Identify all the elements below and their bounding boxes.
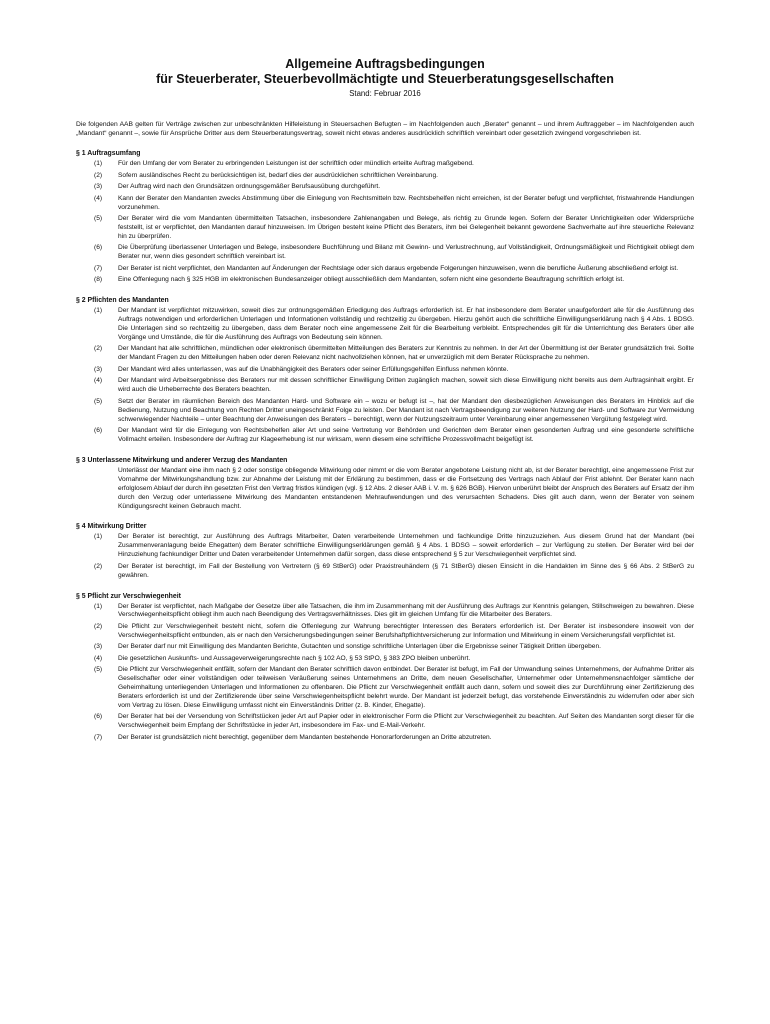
clause-item — [76, 377, 694, 395]
clause-text: Der Berater ist nicht verpflichtet, den Mandanten auf Änderungen der Rechtslage oder sich daraus ergebende Folgerungen hinzuweisen, wenn die berufliche Äußerung abschließend erfolgt ist. — [118, 264, 679, 272]
intro-paragraph: Die folgenden AAB gelten für Verträge zwischen zur unbeschränkten Hilfeleistung in Steuersachen Befugten – im Nachfolgenden auch „Berater“ genannt – und ihrem Auftraggeber – im Nachfolgenden auch „Mandant“ genannt –, sowie für Ansprüche Dritter aus dem Steuerberatungsvertrag, soweit nicht etwas anderes ausdrücklich schriftlich vereinbart oder gesetzlich zwingend vorgeschrieben ist. — [76, 121, 694, 138]
section-paragraph: Unterlässt der Mandant eine ihm nach § 2 oder sonstige obliegende Mitwirkung oder nimmt er die vom Berater angebotene Leistung nicht ab, ist der Berater berechtigt, eine angemessene Frist zur Vornahme der Mitwirkungshandlung bzw. zur Abnahme der Leistung mit der Erklärung zu bestimmen, dass er die Fortsetzung des Vertrags nach Ablauf der Frist ablehnt. Der Berater kann nach erfolglosem Ablauf der durch ihn gesetzten Frist den Vertrag fristlos kündigen (vgl. § 12 Abs. 2 dieser AAB i. V. m. § 626 BGB). Hiervon unberührt bleibt der Anspruch des Beraters auf Ersatz der ihm durch den Verzug oder unterlassene Mitwirkung des Mandanten entstandenen Mehraufwendungen und des verursachten Schadens. Dies gilt auch dann, wenn der Berater von seinem Kündigungsrecht keinen Gebrauch macht. — [118, 466, 694, 510]
clause-item — [76, 623, 694, 641]
clause-number: (6) — [94, 244, 103, 252]
section — [76, 593, 694, 743]
document-title-line2: für Steuerberater, Steuerbevollmächtigte und Steuerberatungsgesellschaften — [156, 72, 614, 86]
clause-number: (1) — [94, 160, 103, 168]
clause-item — [76, 244, 694, 262]
document-title-line1: Allgemeine Auftragsbedingungen — [285, 57, 485, 71]
clause-number: (4) — [94, 377, 103, 385]
clause-text: Der Mandant hat alle schriftlichen, mündlichen oder elektronisch übermittelten Mitteilungen des Beraters zur Kenntnis zu nehmen. In der Art der Übermittlung ist der Berater grundsätzlich frei. Sollte der Mandant Fragen zu den Mitteilungen haben oder deren Relevanz nicht nachvollziehen können, hat er unverzüglich mit dem Berater Rücksprache zu nehmen. — [118, 345, 694, 362]
clause-number: (1) — [94, 602, 103, 610]
clause-item — [76, 345, 694, 363]
clause-text: Der Mandant ist verpflichtet mitzuwirken, soweit dies zur ordnungsgemäßen Erledigung des Auftrags erforderlich ist. Er hat insbesondere dem Berater unaufgefordert alle für die Ausführung des Auftrags notwendigen und erforderlichen Unterlagen und Informationen vollständig und rechtzeitig zu übergeben. Hierzu gehört auch die schriftliche Einwilligungserklärung nach § 4 Abs. 1 BDSG. Die Unterlagen sind so rechtzeitig zu übergeben, dass dem Berater noch eine angemessene Zeit für die Bearbeitung verbleibt. Entsprechendes gilt für die Unterrichtung des Beraters über alle Vorgänge und Umstände, die für die Ausführung des Auftrags von Bedeutung sein können. — [118, 307, 694, 341]
clause-text: Der Berater ist berechtigt, im Fall der Bestellung von Vertretern (§ 69 StBerG) oder Praxistreuhändern (§ 71 StBerG) diesen Einsicht in die Handakten im Sinne des § 66 Abs. 2 StBerG zu gewähren. — [118, 562, 694, 579]
clause-text: Der Berater ist grundsätzlich nicht berechtigt, gegenüber dem Mandanten bestehende Honorarforderungen an Dritte abzutreten. — [118, 733, 492, 741]
clause-text: Der Berater hat bei der Versendung von Schriftstücken jeder Art auf Papier oder in elektronischer Form die Pflicht zur Verschwiegenheit zu beachten. Auf Seiten des Mandanten sorgt dieser für die Verschwiegenheit beim Empfang der Schriftstücke in jeder Art, insbesondere im Fax- und E-Mail-Verkehr. — [118, 713, 694, 730]
document-page — [76, 57, 694, 745]
clause-item — [76, 307, 694, 343]
clause-number: (4) — [94, 654, 103, 662]
section — [76, 297, 694, 445]
clause-number: (6) — [94, 713, 103, 721]
clause-number: (1) — [94, 307, 103, 315]
clause-item — [76, 666, 694, 711]
clause-item — [76, 183, 694, 192]
clause-number: (3) — [94, 643, 103, 651]
clause-number: (1) — [94, 533, 103, 541]
clause-number: (2) — [94, 562, 103, 570]
clause-item — [76, 265, 694, 274]
clause-item — [76, 172, 694, 181]
clause-text: Kann der Berater den Mandanten zwecks Abstimmung über die Einlegung von Rechtsmitteln bzw. Rechtsbehelfen nicht erreichen, ist der Berater befugt und verpflichtet, fristwahrende Handlungen vorzunehmen. — [118, 194, 694, 211]
clause-item — [76, 276, 694, 285]
section-title: § 1 Auftragsumfang — [76, 150, 141, 158]
clause-number: (7) — [94, 733, 103, 741]
clause-item — [76, 215, 694, 242]
clause-text: Der Mandant wird für die Einlegung von Rechtsbehelfen aller Art und seine Vertretung vor Behörden und Gerichten dem Berater einen gesonderten Auftrag und eine gesonderte schriftliche Vollmacht erteilen. Insbesondere der Auftrag zur Klageerhebung ist nur wirksam, wenn diesem eine schriftliche Prozessvollmacht beigefügt ist. — [118, 427, 694, 443]
clause-number: (3) — [94, 365, 103, 373]
clause-item — [76, 603, 694, 621]
clause-item — [76, 427, 694, 445]
clause-text: Der Mandant wird Arbeitsergebnisse des Beraters nur mit dessen schriftlicher Einwilligung Dritten zugänglich machen, soweit sich diese Einwilligung nicht bereits aus dem Auftragsinhalt ergibt. Er wird auch die Urheberrechte des Beraters beachten. — [118, 377, 694, 394]
clause-text: Setzt der Berater im räumlichen Bereich des Mandanten Hard- und Software ein – wozu er befugt ist –, hat der Mandant den diesbezüglichen Anweisungen des Beraters im Hinblick auf die Bedienung, Nutzung und Beachtung von Rechten Dritter uneingeschränkt Folge zu leisten. Der Mandant ist nach Vertragsbeendigung zur weiteren Nutzung der Hard- und Software zur Vermeidung schwerwiegender Nachteile – unter Beachtung der Anweisungen des Beraters – berechtigt, wenn der Nutzungszeitraum unter Vereinbarung einer angemessenen Vergütung festgelegt wird. — [118, 397, 694, 423]
clause-text: Für den Umfang der vom Berater zu erbringenden Leistungen ist der schriftlich oder mündlich erteilte Auftrag maßgebend. — [118, 160, 474, 168]
clause-number: (7) — [94, 264, 103, 272]
clause-text: Eine Offenlegung nach § 325 HGB im elektronischen Bundesanzeiger obliegt ausschließlich dem Mandanten, sofern nicht eine gesonderte Beauftragung schriftlich erfolgt ist. — [118, 276, 625, 284]
section — [76, 150, 694, 285]
section-items — [76, 160, 694, 285]
document-date: Stand: Februar 2016 — [349, 89, 421, 98]
clause-item — [76, 734, 694, 743]
clause-text: Der Berater ist berechtigt, zur Ausführung des Auftrags Mitarbeiter, Daten verarbeitende Unternehmen und fachkundige Dritte hinzuzuziehen. Aus diesem Grund hat der Mandant (bei Zusammenveranlagung beide Ehegatten) dem Berater schriftliche Einwilligungserklärungen gemäß § 4 Abs. 1 BDSG – soweit erforderlich – zur Verfügung zu stellen. Der Berater wird bei der Hinzuziehung fachkundiger Dritter und Daten verarbeitender Unternehmen dafür sorgen, dass diese entsprechend § 5 zur Verschwiegenheit verpflichtet sind. — [118, 533, 694, 559]
section-title: § 2 Pflichten des Mandanten — [76, 297, 169, 305]
clause-text: Der Berater wird die vom Mandanten übermittelten Tatsachen, insbesondere Zahlenangaben und Belege, als richtig zu Grunde legen. Sofern der Berater Unrichtigkeiten oder Widersprüche feststellt, ist er verpflichtet, den Mandanten darauf hinzuweisen. Im Übrigen besteht keine Pflicht des Beraters, ihm bei Gelegenheit bekannt gewordene Sachverhalte auf ihre steuerliche Relevanz hin zu überprüfen. — [118, 215, 694, 240]
section-title: § 4 Mitwirkung Dritter — [76, 523, 147, 531]
clause-number: (5) — [94, 666, 103, 674]
clause-text: Der Auftrag wird nach den Grundsätzen ordnungsgemäßer Berufsausübung durchgeführt. — [118, 183, 381, 191]
clause-item — [76, 643, 694, 652]
clause-text: Die gesetzlichen Auskunfts- und Aussageverweigerungsrechte nach § 102 AO, § 53 StPO, § 383 ZPO bleiben unberührt. — [118, 654, 471, 662]
clause-number: (4) — [94, 194, 103, 202]
sections-container — [76, 150, 694, 743]
clause-text: Der Mandant wird alles unterlassen, was auf die Unabhängigkeit des Beraters oder seiner Erfüllungsgehilfen Einfluss nehmen könnte. — [118, 365, 509, 373]
clause-number: (6) — [94, 427, 103, 435]
clause-item — [76, 398, 694, 425]
clause-number: (8) — [94, 276, 103, 284]
section-title: § 3 Unterlassene Mitwirkung und anderer Verzug des Mandanten — [76, 456, 288, 464]
clause-number: (2) — [94, 622, 103, 630]
clause-number: (2) — [94, 171, 103, 179]
clause-text: Die Überprüfung überlassener Unterlagen und Belege, insbesondere Buchführung und Bilanz mit Gewinn- und Verlustrechnung, auf Vollständigkeit, Ordnungsmäßigkeit und Richtigkeit obliegt dem Berater nur, wenn dies gesondert schriftlich vereinbart ist. — [118, 244, 694, 261]
section-items — [76, 533, 694, 580]
clause-item — [76, 366, 694, 375]
clause-text: Der Berater darf nur mit Einwilligung des Mandanten Berichte, Gutachten und sonstige schriftliche Unterlagen über die Ergebnisse seiner Tätigkeit Dritten übergeben. — [118, 643, 601, 651]
clause-text: Sofern ausländisches Recht zu berücksichtigen ist, bedarf dies der ausdrücklichen schriftlichen Vereinbarung. — [118, 171, 438, 179]
clause-item — [76, 563, 694, 581]
section-title: § 5 Pflicht zur Verschwiegenheit — [76, 592, 181, 600]
clause-number: (3) — [94, 183, 103, 191]
clause-text: Der Berater ist verpflichtet, nach Maßgabe der Gesetze über alle Tatsachen, die ihm im Zusammenhang mit der Ausführung des Auftrags zur Kenntnis gelangen, Stillschweigen zu bewahren. Diese Verschwiegenheitspflicht obliegt ihm auch nach Beendigung des Vertragsverhältnisses. Dies gilt im gleichen Umfang für die Mitarbeiter des Beraters. — [118, 602, 694, 619]
section — [76, 523, 694, 580]
clause-text: Die Pflicht zur Verschwiegenheit entfällt, sofern der Mandant den Berater schriftlich davon entbindet. Der Berater ist befugt, im Fall der Umwandlung seines Unternehmens, der Aufnahme Dritter als Gesellschafter oder einer vollständigen oder teilweisen Veräußerung seines Unternehmens an Dritte, dem neuen Gesellschafter, Unternehmer oder Unternehmensnachfolger sämtliche der Geheimhaltung unterliegenden Unterlagen und Informationen zu offenbaren. Die Pflicht zur Verschwiegenheit entfällt auch dann, sofern und soweit dies zur Durchführung einer Zertifizierung des Beraters erforderlich ist und der Zertifizierende über seine Verschwiegenheitspflicht belehrt wurde. Der Mandant ist jederzeit befugt, das vorstehende Einverständnis zu widerrufen oder aber sich vom Vertrag zu lösen. Diese Einwilligung umfasst nicht ein Einverständnis Dritter (z. B. Kinder, Ehegatte). — [118, 666, 694, 709]
section-items — [76, 307, 694, 445]
clause-item — [76, 533, 694, 560]
clause-item — [76, 713, 694, 731]
clause-item — [76, 160, 694, 169]
section-items — [76, 603, 694, 743]
clause-item — [76, 195, 694, 213]
clause-number: (5) — [94, 397, 103, 405]
clause-text: Die Pflicht zur Verschwiegenheit besteht nicht, sofern die Offenlegung zur Wahrung berechtigter Interessen des Beraters erforderlich ist. Der Berater ist insbesondere insoweit von der Verschwiegenheitspflicht entbunden, als er nach den Versicherungsbedingungen seiner Berufshaftpflichtversicherung zur Information und Mitwirkung in einem Versicherungsfall verpflichtet ist. — [118, 622, 694, 639]
clause-item — [76, 655, 694, 664]
clause-number: (2) — [94, 345, 103, 353]
clause-number: (5) — [94, 215, 103, 223]
section — [76, 457, 694, 512]
